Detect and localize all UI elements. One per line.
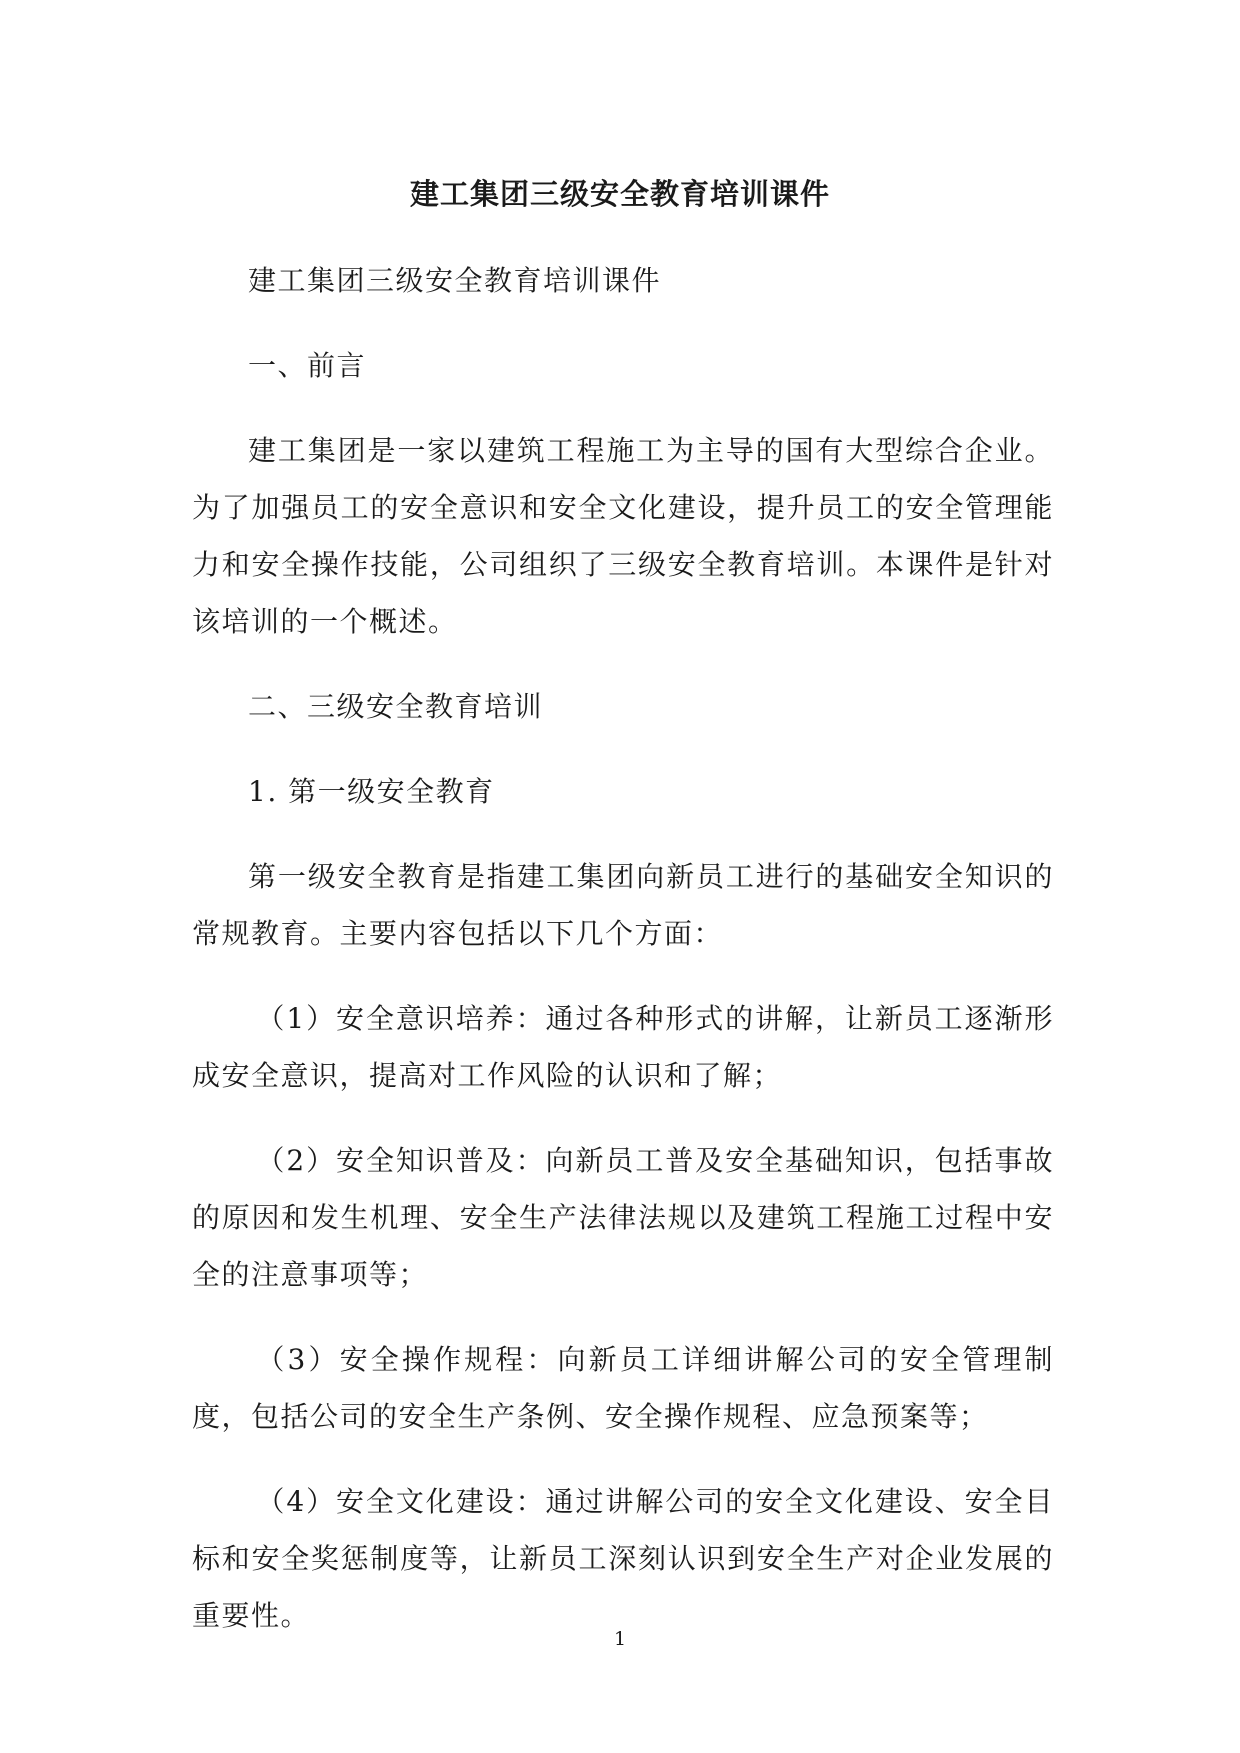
section-heading-training: 二、三级安全教育培训 bbox=[248, 690, 544, 723]
document-title: 建工集团三级安全教育培训课件 bbox=[409, 177, 830, 211]
list-item-knowledge: （2）安全知识普及：向新员工普及安全基础知识，包括事故的原因和发生机理、安全生产法律法规以及建筑工程施工过程中安全的注意事项等； bbox=[192, 1144, 1054, 1291]
document-body bbox=[192, 252, 1054, 1672]
subsection-heading-level-one: 1. 第一级安全教育 bbox=[248, 775, 495, 808]
preface-paragraph: 建工集团是一家以建筑工程施工为主导的国有大型综合企业。为了加强员工的安全意识和安全文化建设，提升员工的安全管理能力和安全操作技能，公司组织了三级安全教育培训。本课件是针对该培训的一个概述。 bbox=[192, 434, 1054, 638]
list-item-procedures: （3）安全操作规程：向新员工详细讲解公司的安全管理制度，包括公司的安全生产条例、安全操作规程、应急预案等； bbox=[192, 1343, 1054, 1433]
list-item-awareness: （1）安全意识培养：通过各种形式的讲解，让新员工逐渐形成安全意识，提高对工作风险的认识和了解； bbox=[192, 1002, 1054, 1092]
list-item-culture: （4）安全文化建设：通过讲解公司的安全文化建设、安全目标和安全奖惩制度等，让新员工深刻认识到安全生产对企业发展的重要性。 bbox=[192, 1485, 1054, 1632]
subtitle-paragraph: 建工集团三级安全教育培训课件 bbox=[248, 264, 662, 297]
page-number: 1 bbox=[613, 1628, 627, 1650]
level-one-intro-paragraph: 第一级安全教育是指建工集团向新员工进行的基础安全知识的常规教育。主要内容包括以下几个方面： bbox=[192, 860, 1054, 950]
section-heading-preface: 一、前言 bbox=[248, 349, 367, 382]
